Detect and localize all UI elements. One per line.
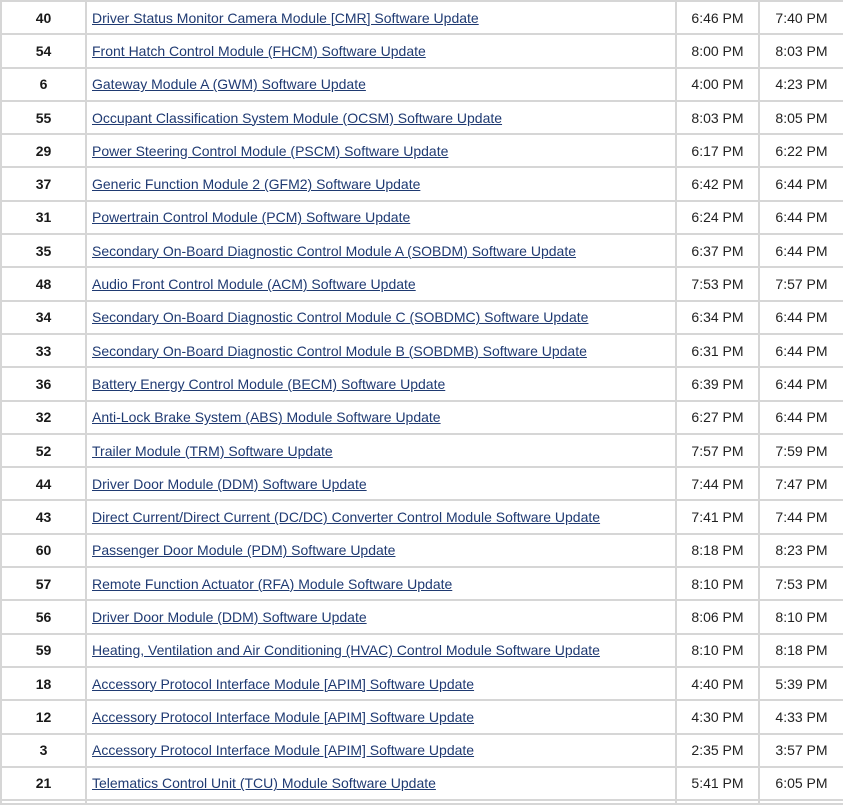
end-time-cell: 8:05 PM bbox=[759, 101, 843, 134]
start-time-cell: 5:41 PM bbox=[676, 767, 759, 800]
end-time-cell: 6:22 PM bbox=[759, 134, 843, 167]
table-row bbox=[1, 68, 843, 101]
end-time-cell: 6:44 PM bbox=[759, 234, 843, 267]
end-time-cell: 6:44 PM bbox=[759, 201, 843, 234]
update-name-cell bbox=[86, 34, 676, 67]
update-name-cell bbox=[86, 500, 676, 533]
update-id-cell: 3 bbox=[1, 734, 86, 767]
update-link[interactable]: Remote Function Actuator (RFA) Module Software Update bbox=[92, 575, 453, 592]
table-row bbox=[1, 401, 843, 434]
end-time-cell: 7:40 PM bbox=[759, 1, 843, 34]
update-link[interactable]: Generic Function Module 2 (GFM2) Software Update bbox=[92, 176, 421, 193]
update-name-cell bbox=[86, 567, 676, 600]
update-name-cell bbox=[86, 101, 676, 134]
table-row bbox=[1, 600, 843, 633]
update-id-cell: 52 bbox=[1, 434, 86, 467]
table-row bbox=[1, 267, 843, 300]
update-link[interactable]: Driver Door Module (DDM) Software Update bbox=[92, 475, 367, 492]
update-link[interactable]: Passenger Door Module (PDM) Software Update bbox=[92, 542, 396, 559]
end-time-cell: 4:23 PM bbox=[759, 68, 843, 101]
start-time-cell: 6:31 PM bbox=[676, 334, 759, 367]
update-link[interactable]: Gateway Module A (GWM) Software Update bbox=[92, 76, 366, 93]
end-time-cell: 7:57 PM bbox=[759, 267, 843, 300]
start-time-cell: 7:53 PM bbox=[676, 267, 759, 300]
table-row bbox=[1, 201, 843, 234]
update-id-cell: 56 bbox=[1, 600, 86, 633]
start-time-cell: 7:57 PM bbox=[676, 434, 759, 467]
update-id-cell: 21 bbox=[1, 767, 86, 800]
update-id-cell: 12 bbox=[1, 700, 86, 733]
table-row-partial bbox=[1, 800, 843, 804]
update-id-cell: 55 bbox=[1, 101, 86, 134]
table-row bbox=[1, 767, 843, 800]
update-link[interactable]: Audio Front Control Module (ACM) Software Update bbox=[92, 276, 416, 293]
update-name-cell bbox=[86, 600, 676, 633]
update-id-cell: 57 bbox=[1, 567, 86, 600]
update-link[interactable]: Driver Status Monitor Camera Module [CMR] Software Update bbox=[92, 9, 479, 26]
table-row bbox=[1, 334, 843, 367]
update-id-cell: 32 bbox=[1, 401, 86, 434]
table-row bbox=[1, 667, 843, 700]
partial-cell bbox=[759, 800, 843, 804]
start-time-cell: 4:00 PM bbox=[676, 68, 759, 101]
update-link[interactable]: Secondary On-Board Diagnostic Control Module A (SOBDM) Software Update bbox=[92, 242, 577, 259]
start-time-cell: 8:10 PM bbox=[676, 634, 759, 667]
update-id-cell: 18 bbox=[1, 667, 86, 700]
update-link[interactable]: Anti-Lock Brake System (ABS) Module Software Update bbox=[92, 409, 441, 426]
update-name-cell bbox=[86, 68, 676, 101]
table-row bbox=[1, 634, 843, 667]
update-link[interactable]: Power Steering Control Module (PSCM) Software Update bbox=[92, 142, 449, 159]
end-time-cell: 4:33 PM bbox=[759, 700, 843, 733]
update-id-cell: 36 bbox=[1, 367, 86, 400]
update-link[interactable]: Accessory Protocol Interface Module [APIM] Software Update bbox=[92, 675, 475, 692]
table-row bbox=[1, 467, 843, 500]
update-link[interactable]: Trailer Module (TRM) Software Update bbox=[92, 442, 333, 459]
update-id-cell: 60 bbox=[1, 534, 86, 567]
start-time-cell: 6:39 PM bbox=[676, 367, 759, 400]
end-time-cell: 6:44 PM bbox=[759, 334, 843, 367]
update-link[interactable]: Secondary On-Board Diagnostic Control Module C (SOBDMC) Software Update bbox=[92, 309, 589, 326]
update-id-cell: 40 bbox=[1, 1, 86, 34]
update-name-cell bbox=[86, 134, 676, 167]
start-time-cell: 6:42 PM bbox=[676, 167, 759, 200]
update-name-cell bbox=[86, 767, 676, 800]
start-time-cell: 6:24 PM bbox=[676, 201, 759, 234]
end-time-cell: 7:59 PM bbox=[759, 434, 843, 467]
end-time-cell: 8:10 PM bbox=[759, 600, 843, 633]
start-time-cell: 6:27 PM bbox=[676, 401, 759, 434]
update-name-cell bbox=[86, 267, 676, 300]
update-name-cell bbox=[86, 534, 676, 567]
end-time-cell: 3:57 PM bbox=[759, 734, 843, 767]
table-body bbox=[1, 1, 843, 804]
end-time-cell: 7:44 PM bbox=[759, 500, 843, 533]
update-name-cell bbox=[86, 234, 676, 267]
table-row bbox=[1, 101, 843, 134]
update-name-cell bbox=[86, 700, 676, 733]
update-id-cell: 48 bbox=[1, 267, 86, 300]
end-time-cell: 6:05 PM bbox=[759, 767, 843, 800]
table-row bbox=[1, 434, 843, 467]
update-link[interactable]: Heating, Ventilation and Air Conditioning (HVAC) Control Module Software Update bbox=[92, 642, 600, 659]
update-link[interactable]: Direct Current/Direct Current (DC/DC) Converter Control Module Software Update bbox=[92, 509, 601, 526]
update-name-cell bbox=[86, 367, 676, 400]
end-time-cell: 6:44 PM bbox=[759, 301, 843, 334]
end-time-cell: 7:53 PM bbox=[759, 567, 843, 600]
start-time-cell: 6:17 PM bbox=[676, 134, 759, 167]
update-link[interactable]: Secondary On-Board Diagnostic Control Module B (SOBDMB) Software Update bbox=[92, 342, 587, 359]
update-link[interactable]: Driver Door Module (DDM) Software Update bbox=[92, 608, 367, 625]
table-row bbox=[1, 567, 843, 600]
start-time-cell: 8:10 PM bbox=[676, 567, 759, 600]
update-id-cell: 37 bbox=[1, 167, 86, 200]
update-id-cell: 31 bbox=[1, 201, 86, 234]
update-id-cell: 43 bbox=[1, 500, 86, 533]
update-link[interactable]: Powertrain Control Module (PCM) Software Update bbox=[92, 209, 411, 226]
update-name-cell bbox=[86, 634, 676, 667]
update-id-cell: 35 bbox=[1, 234, 86, 267]
table-row bbox=[1, 534, 843, 567]
update-name-cell bbox=[86, 401, 676, 434]
start-time-cell: 4:40 PM bbox=[676, 667, 759, 700]
start-time-cell: 2:35 PM bbox=[676, 734, 759, 767]
table-row bbox=[1, 367, 843, 400]
update-link[interactable]: Battery Energy Control Module (BECM) Software Update bbox=[92, 375, 446, 392]
end-time-cell: 8:23 PM bbox=[759, 534, 843, 567]
start-time-cell: 4:30 PM bbox=[676, 700, 759, 733]
partial-cell bbox=[86, 800, 676, 804]
table-row bbox=[1, 700, 843, 733]
update-name-cell bbox=[86, 301, 676, 334]
end-time-cell: 8:18 PM bbox=[759, 634, 843, 667]
end-time-cell: 8:03 PM bbox=[759, 34, 843, 67]
update-name-cell bbox=[86, 467, 676, 500]
update-name-cell bbox=[86, 201, 676, 234]
update-link[interactable]: Accessory Protocol Interface Module [APIM] Software Update bbox=[92, 708, 475, 725]
end-time-cell: 6:44 PM bbox=[759, 401, 843, 434]
update-id-cell: 33 bbox=[1, 334, 86, 367]
update-link[interactable]: Accessory Protocol Interface Module [APIM] Software Update bbox=[92, 742, 475, 759]
start-time-cell: 6:37 PM bbox=[676, 234, 759, 267]
update-name-cell bbox=[86, 167, 676, 200]
table-row bbox=[1, 167, 843, 200]
end-time-cell: 5:39 PM bbox=[759, 667, 843, 700]
table-row bbox=[1, 134, 843, 167]
update-id-cell: 44 bbox=[1, 467, 86, 500]
end-time-cell: 7:47 PM bbox=[759, 467, 843, 500]
table-row bbox=[1, 1, 843, 34]
table-row bbox=[1, 734, 843, 767]
update-name-cell bbox=[86, 734, 676, 767]
table-row bbox=[1, 301, 843, 334]
table-row bbox=[1, 500, 843, 533]
update-link[interactable]: Telematics Control Unit (TCU) Module Software Update bbox=[92, 775, 436, 792]
start-time-cell: 6:46 PM bbox=[676, 1, 759, 34]
start-time-cell: 8:00 PM bbox=[676, 34, 759, 67]
update-name-cell bbox=[86, 434, 676, 467]
update-link[interactable]: Front Hatch Control Module (FHCM) Software Update bbox=[92, 42, 426, 59]
update-name-cell bbox=[86, 334, 676, 367]
end-time-cell: 6:44 PM bbox=[759, 367, 843, 400]
start-time-cell: 8:18 PM bbox=[676, 534, 759, 567]
start-time-cell: 6:34 PM bbox=[676, 301, 759, 334]
table-row bbox=[1, 34, 843, 67]
update-name-cell bbox=[86, 667, 676, 700]
end-time-cell: 6:44 PM bbox=[759, 167, 843, 200]
update-name-cell bbox=[86, 1, 676, 34]
start-time-cell: 7:41 PM bbox=[676, 500, 759, 533]
partial-cell bbox=[1, 800, 86, 804]
update-id-cell: 34 bbox=[1, 301, 86, 334]
start-time-cell: 8:03 PM bbox=[676, 101, 759, 134]
update-id-cell: 54 bbox=[1, 34, 86, 67]
update-id-cell: 29 bbox=[1, 134, 86, 167]
start-time-cell: 7:44 PM bbox=[676, 467, 759, 500]
update-link[interactable]: Occupant Classification System Module (OCSM) Software Update bbox=[92, 109, 503, 126]
update-id-cell: 59 bbox=[1, 634, 86, 667]
update-id-cell: 6 bbox=[1, 68, 86, 101]
table-row bbox=[1, 234, 843, 267]
partial-cell bbox=[676, 800, 759, 804]
start-time-cell: 8:06 PM bbox=[676, 600, 759, 633]
